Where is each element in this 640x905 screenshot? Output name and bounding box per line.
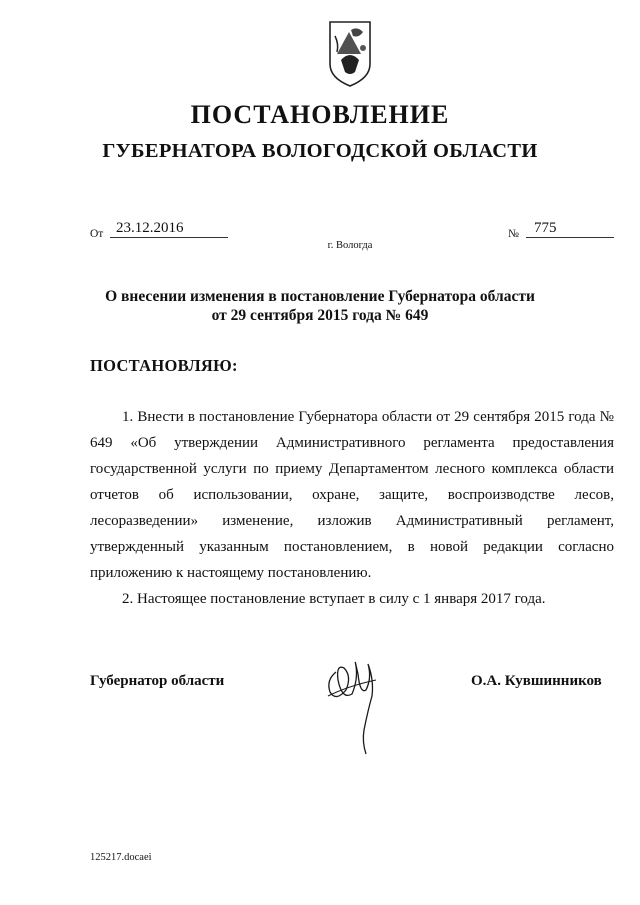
paragraph-1: 1. Внести в постановление Губернатора области от 29 сентября 2015 года № 649 «Об утверждении Административного регламента предоставления государственной услуги по приему Департаментом лесного комплекса области отчетов об использовании, охране, защите, воспроизводстве лесов, лесоразведении» изменение, изложив Административный регламент, утвержденный указанным постановлением, в новой редакции согласно приложению к настоящему постановлению.: [90, 409, 614, 581]
vologda-coat-of-arms-icon: [327, 20, 373, 88]
document-subject: [60, 287, 580, 325]
decree-heading: ПОСТАНОВЛЯЮ:: [90, 356, 238, 375]
document-title: ПОСТАНОВЛЕНИЕ: [190, 100, 450, 129]
handwritten-signature: [318, 650, 398, 760]
date-value: 23.12.2016: [110, 220, 228, 238]
number-value: 775: [526, 220, 614, 238]
paragraph-2: 2. Настоящее постановление вступает в силу с 1 января 2017 года.: [122, 591, 546, 607]
document-reference: 125217.docaei: [90, 852, 152, 863]
document-subtitle: ГУБЕРНАТОРА ВОЛОГОДСКОЙ ОБЛАСТИ: [102, 140, 538, 162]
document-body: [90, 404, 614, 612]
signatory-name: О.А. Кувшинников: [471, 673, 602, 689]
number-label: №: [508, 228, 519, 240]
signatory-position: Губернатор области: [90, 673, 225, 689]
subject-line-1: О внесении изменения в постановление Губернатора области: [105, 288, 535, 305]
subject-line-2: от 29 сентября 2015 года № 649: [211, 307, 429, 324]
city-label: г. Вологда: [327, 240, 373, 251]
date-label: От: [90, 228, 104, 240]
